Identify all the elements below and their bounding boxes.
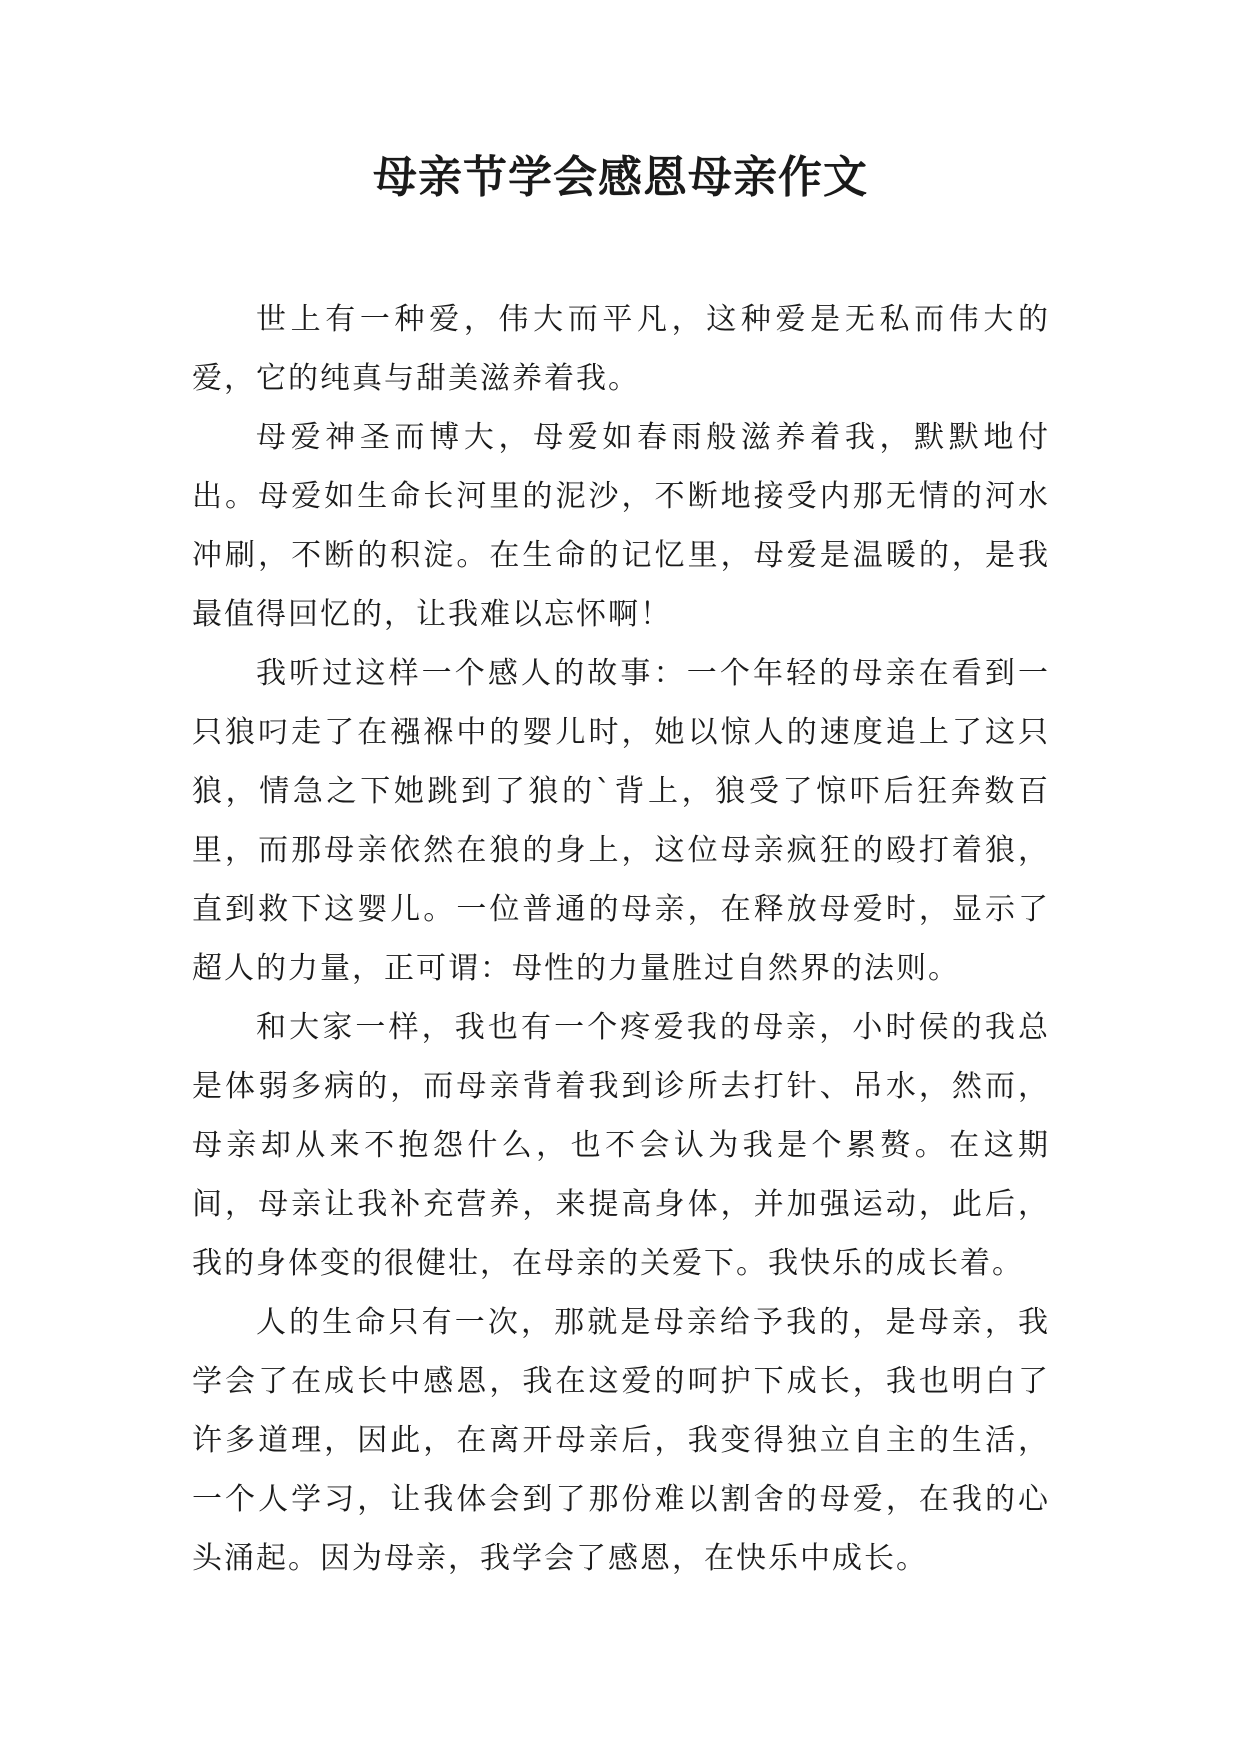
paragraph: 世上有一种爱，伟大而平凡，这种爱是无私而伟大的爱，它的纯真与甜美滋养着我。 [192, 302, 1050, 396]
paragraph: 母爱神圣而博大，母爱如春雨般滋养着我，默默地付出。母爱如生命长河里的泥沙，不断地接受内那无情的河水冲刷，不断的积淀。在生命的记忆里，母爱是温暖的，是我最值得回忆的，让我难以忘怀啊！ [192, 420, 1050, 632]
paragraph: 和大家一样，我也有一个疼爱我的母亲，小时侯的我总是体弱多病的，而母亲背着我到诊所去打针、吊水，然而，母亲却从来不抱怨什么，也不会认为我是个累赘。在这期间，母亲让我补充营养，来提高身体，并加强运动，此后，我的身体变的很健壮，在母亲的关爱下。我快乐的成长着。 [192, 1010, 1050, 1281]
document-body [192, 290, 1050, 1588]
paragraph: 我听过这样一个感人的故事：一个年轻的母亲在看到一只狼叼走了在襁褓中的婴儿时，她以惊人的速度追上了这只狼，情急之下她跳到了狼的`背上，狼受了惊吓后狂奔数百里，而那母亲依然在狼的身上，这位母亲疯狂的殴打着狼，直到救下这婴儿。一位普通的母亲，在释放母爱时，显示了超人的力量，正可谓：母性的力量胜过自然界的法则。 [192, 656, 1050, 986]
document-title: 母亲节学会感恩母亲作文 [373, 152, 868, 203]
paragraph: 人的生命只有一次，那就是母亲给予我的，是母亲，我学会了在成长中感恩，我在这爱的呵护下成长，我也明白了许多道理，因此，在离开母亲后，我变得独立自主的生活，一个人学习，让我体会到了那份难以割舍的母爱，在我的心头涌起。因为母亲，我学会了感恩，在快乐中成长。 [192, 1305, 1050, 1576]
